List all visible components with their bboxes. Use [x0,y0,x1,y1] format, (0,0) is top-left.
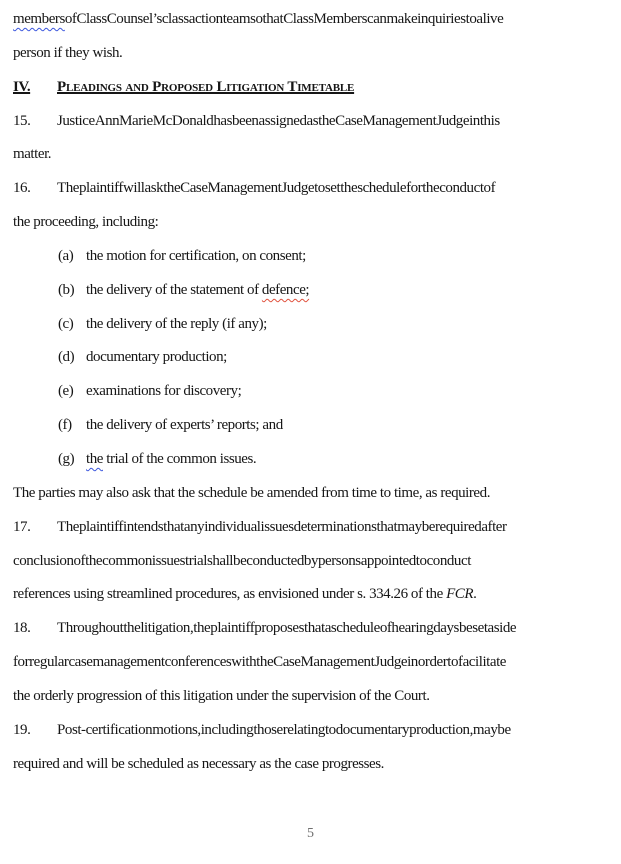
text-segment: of [64,11,77,27]
text-segment: defence; [261,281,310,298]
text-segment: inquiries [417,11,466,27]
line-text [86,341,609,375]
text-segment: the [86,450,103,467]
text-segment: trial of the common issues. [102,450,257,467]
list-marker: (e) [58,383,74,400]
line-text [57,172,609,206]
text-segment: can [367,11,387,27]
text-segment: set [472,620,488,637]
text-segment: after [481,518,507,535]
text-segment: regular [29,654,69,671]
list-marker: (d) [58,349,75,366]
list-marker: (b) [58,281,75,298]
text-segment: the [85,552,103,569]
text-segment: McDonald [152,112,214,129]
line-text [13,477,609,511]
line-text [13,646,609,680]
text-segment: for [406,180,423,197]
text-segment: live [482,11,504,27]
text-segment: that [304,620,325,637]
text-line [13,105,609,139]
text-segment: assigned [258,112,307,129]
text-line [13,172,609,206]
text-segment: plaintiff [210,620,255,637]
list-marker: (f) [58,417,72,434]
text-segment: has [213,112,232,129]
text-segment: documentary production; [86,349,227,366]
list-marker: (c) [58,315,74,332]
text-segment: motions, [152,721,201,738]
text-segment: be [497,721,511,738]
text-segment: the [123,620,141,637]
text-segment: litigation, [140,620,194,637]
text-segment: to [447,654,459,671]
text-segment: proposes [254,620,304,637]
text-segment: make [386,11,418,27]
text-segment: for [13,654,30,671]
line-text [86,409,609,443]
text-segment: that [163,518,184,535]
text-segment: in [407,654,418,671]
text-segment: plaintiff [78,180,123,197]
text-line [13,680,609,714]
text-segment: Judge [374,654,408,671]
text-segment: issues [151,552,186,569]
text-segment: Class [283,11,314,27]
paragraph-number: 18. [13,620,31,637]
text-segment: the [163,180,181,197]
text-segment: the [193,620,211,637]
text-segment: Justice [57,112,95,129]
text-segment: Ann [94,112,120,129]
paragraph-number: 19. [13,721,31,738]
text-segment: schedule [357,180,407,197]
text-segment: conduct [439,180,484,197]
text-line [13,206,609,240]
section-heading [13,71,609,105]
text-segment: Management [362,112,437,129]
text-segment: the motion for certification, on consent; [86,247,306,264]
list-marker: (g) [58,450,75,467]
text-segment: a [324,620,331,637]
line-text [13,545,609,579]
line-text [13,3,609,37]
text-segment: person if they wish. [13,44,123,61]
text-segment: be [458,620,473,637]
text-segment: FCR [446,586,474,603]
text-segment: Class [76,11,107,27]
text-segment: facilitate [458,654,507,671]
text-line [13,443,609,477]
line-text [86,308,609,342]
text-segment: that [376,518,398,535]
text-segment: plaintiff [78,518,123,535]
text-segment: persons [318,552,361,569]
text-segment: The [57,180,79,197]
text-segment: determinations [293,518,377,535]
text-line [13,3,609,37]
line-text [13,206,609,240]
text-segment: class [161,11,189,27]
text-segment: the [340,180,358,197]
text-segment: set [324,180,341,197]
text-segment: been [231,112,259,129]
text-segment: conducted [246,552,304,569]
text-segment: that [262,11,284,27]
line-text [13,748,609,782]
text-segment: this [479,112,500,129]
text-segment: issues [260,518,294,535]
text-segment: Case [273,654,301,671]
text-segment: common [102,552,152,569]
document-lines [13,3,609,781]
text-segment: will [122,180,145,197]
line-text [13,138,609,172]
text-segment: Case [335,112,363,129]
text-segment: by [303,552,318,569]
text-segment: so [250,11,263,27]
text-segment: a [476,11,483,27]
line-text [13,578,609,612]
text-segment: of [379,620,392,637]
text-segment: with [231,654,257,671]
text-line [13,274,609,308]
text-segment: documentary [335,721,410,738]
text-segment: The [57,518,79,535]
text-segment: management [92,654,165,671]
text-line [13,477,609,511]
text-line [13,308,609,342]
text-segment: Judge [436,112,470,129]
text-segment: of [73,552,86,569]
text-line [13,240,609,274]
text-segment: the orderly progression of this litigation under the supervision of the Court. [13,687,430,704]
text-segment: hearing [391,620,434,637]
text-segment: aside [487,620,517,637]
text-segment: conduct [426,552,471,569]
list-marker: (a) [58,247,74,264]
text-segment: including [200,721,254,738]
text-segment: days [433,620,459,637]
line-text [86,240,609,274]
text-segment: members [13,11,65,27]
text-segment: Throughout [57,620,124,637]
text-segment: to [324,721,336,738]
text-segment: the delivery of the statement of [86,281,262,298]
text-line [13,612,609,646]
text-segment: the [422,180,440,197]
page-number: 5 [307,826,314,841]
section-number: IV. [13,78,31,95]
text-segment: the delivery of experts’ reports; and [86,417,283,434]
paragraph-number: 16. [13,180,31,197]
text-line [13,409,609,443]
text-segment: to [415,552,427,569]
text-segment: . [473,586,477,603]
paragraph-number: 17. [13,518,31,535]
text-segment: team [222,11,251,27]
text-segment: in [469,112,480,129]
text-segment: matter. [13,146,52,163]
line-text [13,37,609,71]
text-segment: Counsel’s [106,11,162,27]
text-segment: the delivery of the reply (if any); [86,315,267,332]
text-line [13,37,609,71]
text-segment: order [417,654,448,671]
text-line [13,341,609,375]
text-segment: Management [207,180,282,197]
text-segment: the [256,654,274,671]
text-segment: those [253,721,283,738]
text-segment: schedule [330,620,380,637]
text-segment: case [68,654,93,671]
text-segment: examinations for discovery; [86,383,242,400]
section-title: Pleadings and Proposed Litigation Timetable [57,78,355,95]
text-segment: trial [185,552,207,569]
line-text [86,274,609,308]
text-segment: conferences [164,654,232,671]
text-line [13,714,609,748]
text-segment: appointed [360,552,416,569]
text-segment: be [233,552,247,569]
text-segment: Case [180,180,208,197]
text-segment: individual [204,518,261,535]
line-text [57,511,609,545]
line-text [13,680,609,714]
text-segment: conclusion [13,552,74,569]
line-text [86,375,609,409]
text-segment: as [306,112,319,129]
text-segment: intends [122,518,164,535]
paragraph-number: 15. [13,112,31,129]
text-segment: Management [300,654,375,671]
text-line [13,375,609,409]
line-text [57,105,609,139]
text-line [13,138,609,172]
text-segment: references using streamlined procedures, as envisioned under s. 334.26 of the [13,586,447,603]
text-segment: the proceeding, including: [13,214,159,231]
text-segment: required and will be scheduled as necessary as the case progresses. [13,755,384,772]
text-segment: to [465,11,477,27]
text-line [13,646,609,680]
text-line [13,545,609,579]
text-segment: to [314,180,325,197]
text-segment: may [472,721,498,738]
text-segment: action [188,11,223,27]
text-segment: shall [206,552,234,569]
text-line [13,748,609,782]
line-text [57,612,609,646]
line-text [57,714,609,748]
text-line [13,578,609,612]
text-segment: be [421,518,435,535]
text-segment: required [434,518,482,535]
text-segment: Judge [281,180,315,197]
text-segment: production, [409,721,473,738]
line-text [86,443,609,477]
text-segment: Marie [119,112,153,129]
text-segment: any [183,518,205,535]
text-segment: Post-certification [57,721,153,738]
text-segment: of [483,180,496,197]
text-segment: ask [144,180,164,197]
text-line [13,511,609,545]
text-segment: the [318,112,336,129]
text-segment: may [397,518,422,535]
text-segment: Members [313,11,367,27]
text-segment: relating [282,721,325,738]
text-segment: The parties may also ask that the schedule be amended from time to time, as required. [13,484,490,501]
line-text [57,71,609,105]
